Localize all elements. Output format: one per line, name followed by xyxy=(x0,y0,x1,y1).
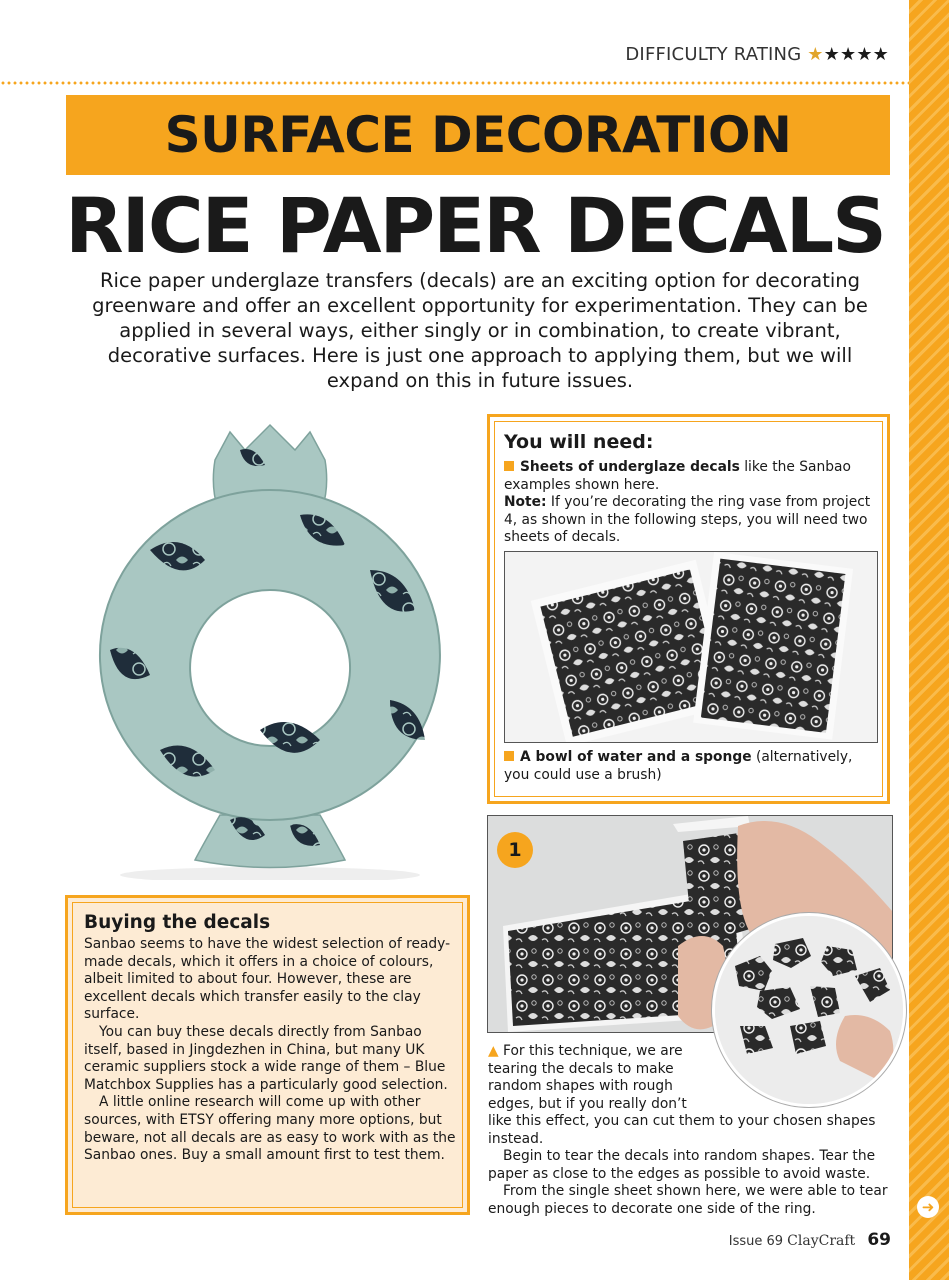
intro-text: Rice paper underglaze transfers (decals) are an exciting option for decorating greenware and offer an excellent opportunity for experimentation. They can be applied in several ways, either singly or in combination, to create vibrant, decorative surfaces. Here is just one approach to applying them, but we will expand on this in future issues. xyxy=(92,269,868,392)
buying-text xyxy=(84,936,464,1165)
caption-line-4: edges, but if you really don’t xyxy=(488,1095,687,1112)
magazine-name: ClayCraft xyxy=(787,1233,856,1249)
step-number-badge: 1 xyxy=(497,832,533,868)
step-1-body xyxy=(488,1113,888,1219)
need-item-2-bold: A bowl of water and a sponge xyxy=(520,749,752,765)
triangle-up-icon: ▲ xyxy=(488,1043,499,1059)
buying-paragraph-3: A little online research will come up with other sources, with ETSY offering many more options, but beware, not all decals are as easy to work with as the Sanbao ones. Buy a small amount first to test them. xyxy=(84,1094,456,1164)
buying-paragraph-2: You can buy these decals directly from Sanbao itself, based in Jingdezhen in China, but many UK ceramic suppliers stock a wide range of them – Blue Matchbox Supplies has a particularly good selection. xyxy=(84,1023,448,1093)
caption-continued: like this effect, you can cut them to your chosen shapes instead. xyxy=(488,1113,876,1147)
step-1-paragraph-3: From the single sheet shown here, we were able to tear enough pieces to decorate one side of the ring. xyxy=(488,1183,888,1217)
caption-line-3: random shapes with rough xyxy=(488,1078,673,1095)
side-strip xyxy=(909,0,949,1280)
dotted-divider xyxy=(0,80,909,86)
step-1-paragraph-2: Begin to tear the decals into random shapes. Tear the paper as close to the edges as possible to avoid waste. xyxy=(488,1148,876,1182)
need-item-1 xyxy=(504,459,874,547)
buying-paragraph-1: Sanbao seems to have the widest selection of ready-made decals, which it offers in a choice of colours, albeit limited to about four. However, these are excellent decals which transfer easily to the clay surface. xyxy=(84,936,451,1023)
need-item-2 xyxy=(504,749,874,784)
need-title: You will need: xyxy=(504,431,654,453)
section-banner xyxy=(66,95,890,175)
need-item-2-rest: (alternatively, you could use a brush) xyxy=(504,749,853,783)
star-empty-icon: ★★★★ xyxy=(823,44,889,65)
need-item-1-bold: Sheets of underglaze decals xyxy=(520,459,740,475)
caption-line-2: tearing the decals to make xyxy=(488,1060,674,1077)
note-label: Note: xyxy=(504,494,547,510)
arrow-right-icon[interactable]: ➜ xyxy=(917,1196,939,1218)
ring-vase-photo xyxy=(70,420,470,880)
difficulty-rating xyxy=(625,44,889,65)
decal-sheets-photo xyxy=(504,551,878,743)
note-text: If you’re decorating the ring vase from project 4, as shown in the following steps, you will need two sheets of decals. xyxy=(504,494,871,545)
page-title: RICE PAPER DECALS xyxy=(65,181,885,270)
page-number: 69 xyxy=(867,1230,891,1250)
torn-pieces-inset-photo xyxy=(712,913,906,1107)
banner-title: SURFACE DECORATION xyxy=(164,106,792,164)
buying-decals-box xyxy=(65,895,470,1215)
you-will-need-box xyxy=(487,414,890,804)
difficulty-label: DIFFICULTY RATING xyxy=(625,44,802,65)
caption-line-1: For this technique, we are xyxy=(503,1043,683,1059)
buying-title: Buying the decals xyxy=(84,912,271,933)
issue-label: Issue 69 xyxy=(728,1234,784,1249)
step-1-caption-lines xyxy=(488,1043,698,1113)
page-footer xyxy=(729,1230,891,1250)
bullet-square-icon xyxy=(504,461,514,471)
need-item-1-rest: like the Sanbao examples shown here. xyxy=(504,459,851,493)
star-filled-icon: ★ xyxy=(807,44,824,65)
bullet-square-icon xyxy=(504,751,514,761)
